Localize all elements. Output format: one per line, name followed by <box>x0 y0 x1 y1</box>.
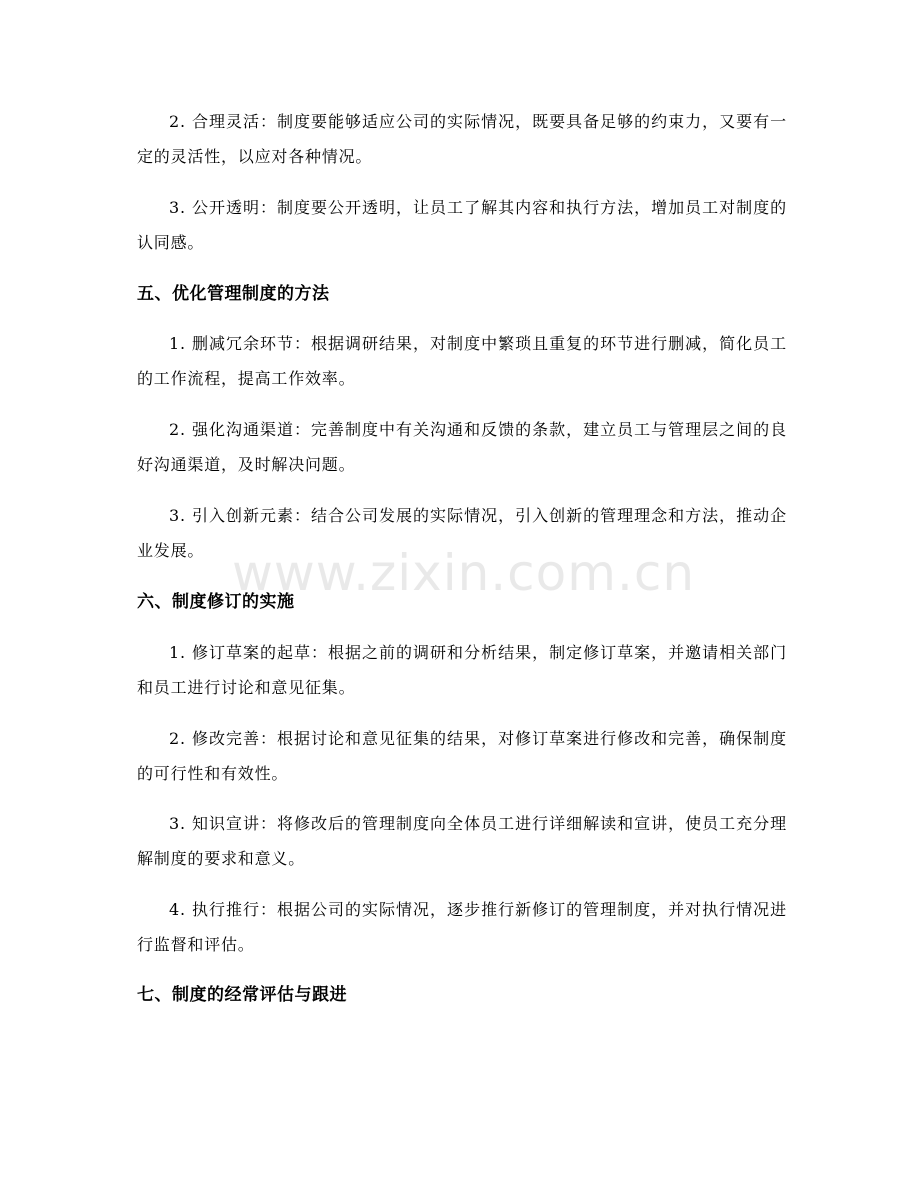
paragraph-revision-2: 2. 修改完善：根据讨论和意见征集的结果，对修订草案进行修改和完善，确保制度的可行性和有效性。 <box>137 729 787 783</box>
paragraph-principle-2: 2. 合理灵活：制度要能够适应公司的实际情况，既要具备足够的约束力，又要有一定的灵活性，以应对各种情况。 <box>137 112 787 166</box>
paragraph-method-3: 3. 引入创新元素：结合公司发展的实际情况，引入创新的管理理念和方法，推动企业发展。 <box>137 506 787 560</box>
watermark-text: www.zixin.com.cn <box>232 544 696 602</box>
paragraph-principle-3: 3. 公开透明：制度要公开透明，让员工了解其内容和执行方法，增加员工对制度的认同感。 <box>137 198 787 252</box>
paragraph-method-1: 1. 删减冗余环节：根据调研结果，对制度中繁琐且重复的环节进行删减，简化员工的工作流程，提高工作效率。 <box>137 334 787 388</box>
paragraph-revision-4: 4. 执行推行：根据公司的实际情况，逐步推行新修订的管理制度，并对执行情况进行监督和评估。 <box>137 900 787 954</box>
section-heading-7: 七、制度的经常评估与跟进 <box>137 985 347 1005</box>
paragraph-revision-3: 3. 知识宣讲：将修改后的管理制度向全体员工进行详细解读和宣讲，使员工充分理解制度的要求和意义。 <box>137 814 787 868</box>
section-heading-5: 五、优化管理制度的方法 <box>137 284 330 304</box>
paragraph-revision-1: 1. 修订草案的起草：根据之前的调研和分析结果，制定修订草案，并邀请相关部门和员工进行讨论和意见征集。 <box>137 643 787 697</box>
section-heading-6: 六、制度修订的实施 <box>137 592 295 612</box>
paragraph-method-2: 2. 强化沟通渠道：完善制度中有关沟通和反馈的条款，建立员工与管理层之间的良好沟通渠道，及时解决问题。 <box>137 420 787 474</box>
